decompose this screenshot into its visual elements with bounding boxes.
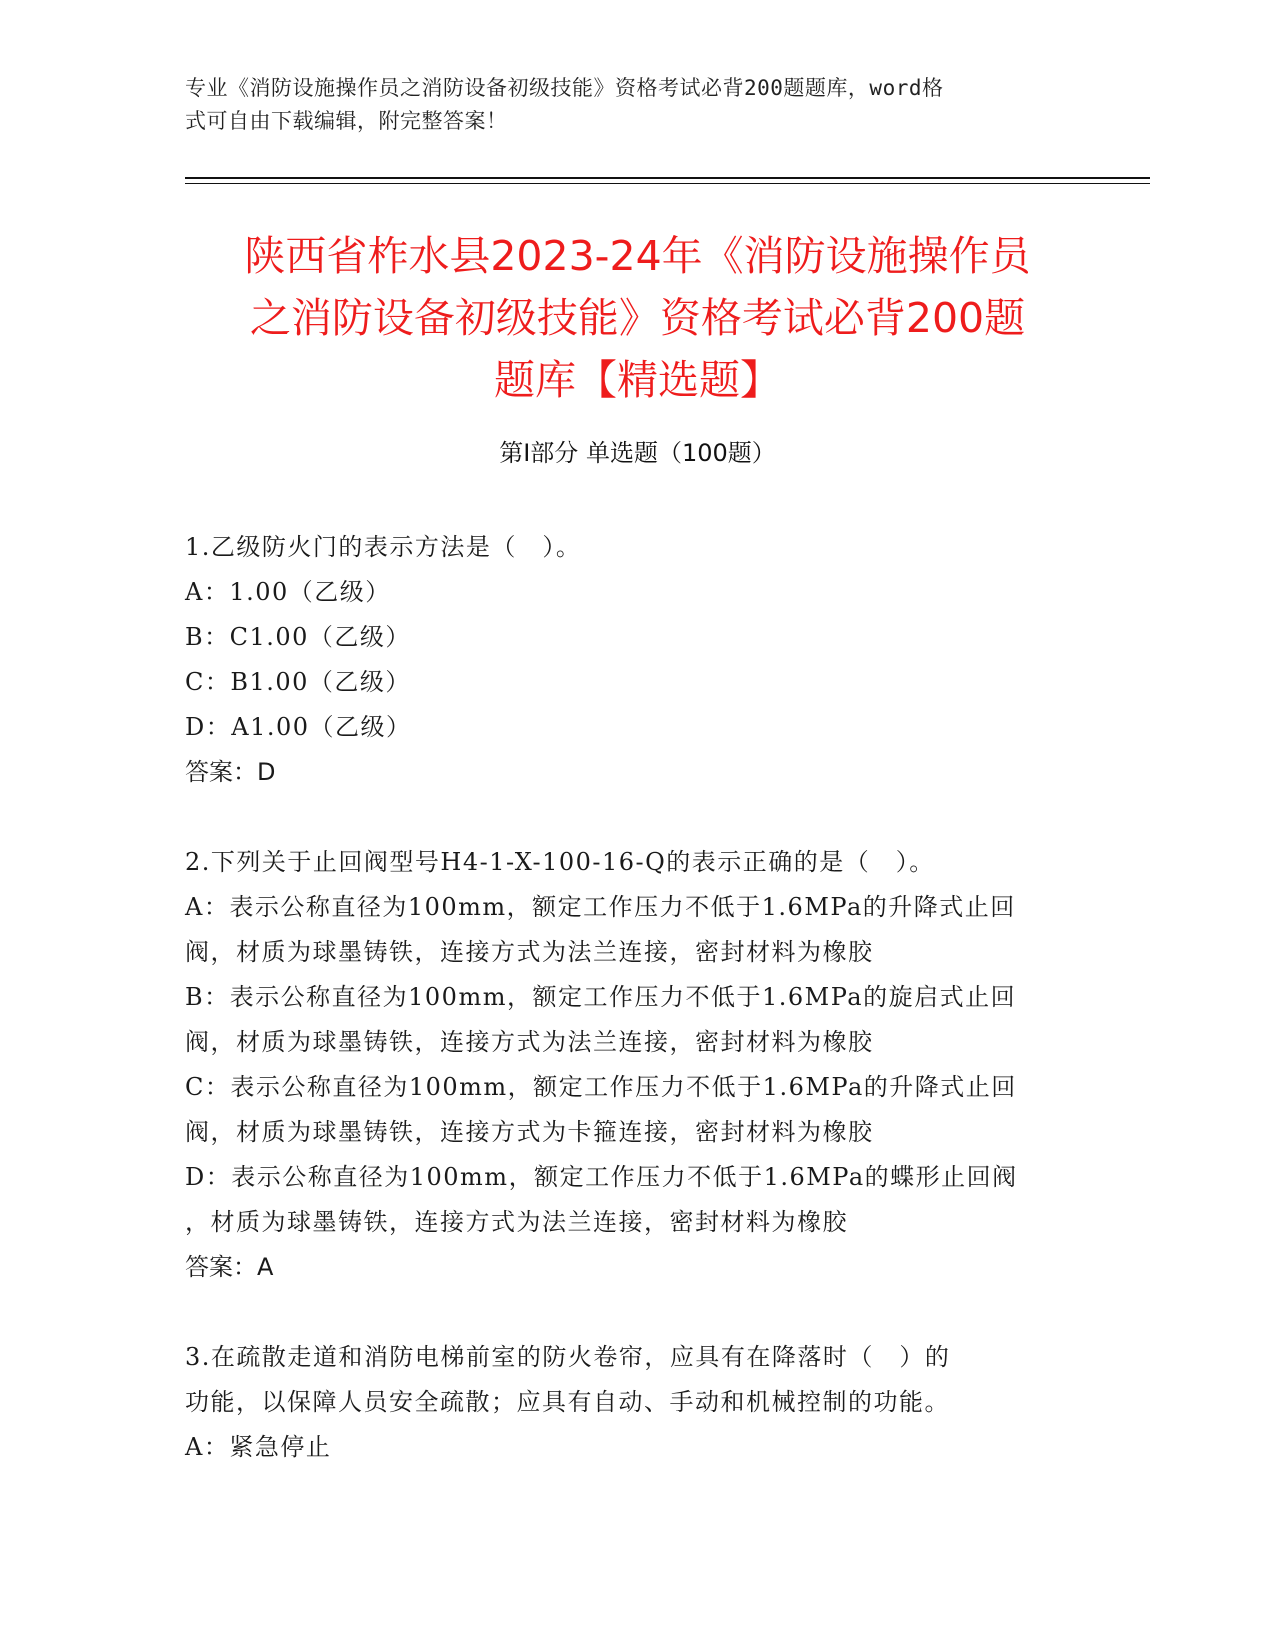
document-title-line-3: 题库【精选题】 <box>494 356 781 404</box>
question-3 <box>185 1335 1065 1470</box>
question-2-option-d: D：表示公称直径为100mm，额定工作压力不低于1.6MPa的蝶形止回阀 <box>185 1163 1018 1191</box>
question-2-option-c: C：表示公称直径为100mm，额定工作压力不低于1.6MPa的升降式止回 <box>185 1073 1017 1101</box>
header-note <box>185 72 1065 138</box>
question-3-option-a: A：紧急停止 <box>185 1433 332 1461</box>
question-2-option-b: B：表示公称直径为100mm，额定工作压力不低于1.6MPa的旋启式止回 <box>185 983 1017 1011</box>
question-1-answer: 答案：D <box>185 758 276 786</box>
question-2-stem: 2.下列关于止回阀型号H4-1-X-100-16-Q的表示正确的是（ ）。 <box>185 848 935 876</box>
header-divider-thin <box>185 183 1150 184</box>
question-2-option-c-cont: 阀，材质为球墨铸铁，连接方式为卡箍连接，密封材料为橡胶 <box>185 1118 874 1146</box>
question-2 <box>185 840 1065 1290</box>
header-divider-thick <box>185 177 1150 179</box>
question-2-answer: 答案：A <box>185 1253 274 1281</box>
question-1-stem: 1.乙级防火门的表示方法是（ ）。 <box>185 533 582 561</box>
question-1-option-d: D：A1.00（乙级） <box>185 713 412 741</box>
question-2-option-a: A：表示公称直径为100mm，额定工作压力不低于1.6MPa的升降式止回 <box>185 893 1016 921</box>
question-2-option-d-cont: ，材质为球墨铸铁，连接方式为法兰连接，密封材料为橡胶 <box>185 1208 848 1236</box>
question-list <box>185 525 1065 1515</box>
question-1 <box>185 525 1065 795</box>
section-title: 第I部分 单选题（100题） <box>499 439 776 467</box>
question-1-option-c: C：B1.00（乙级） <box>185 668 411 696</box>
question-3-stem: 3.在疏散走道和消防电梯前室的防火卷帘，应具有在降落时（ ）的 <box>185 1343 951 1371</box>
question-3-stem-cont: 功能，以保障人员安全疏散；应具有自动、手动和机械控制的功能。 <box>185 1388 950 1416</box>
question-2-option-b-cont: 阀，材质为球墨铸铁，连接方式为法兰连接，密封材料为橡胶 <box>185 1028 874 1056</box>
question-2-option-a-cont: 阀，材质为球墨铸铁，连接方式为法兰连接，密封材料为橡胶 <box>185 938 874 966</box>
question-1-option-a: A：1.00（乙级） <box>185 578 391 606</box>
header-note-line-2: 式可自由下载编辑，附完整答案！ <box>185 109 508 133</box>
document-title <box>185 225 1090 411</box>
document-title-line-2: 之消防设备初级技能》资格考试必背200题 <box>249 294 1026 342</box>
header-note-line-1: 专业《消防设施操作员之消防设备初级技能》资格考试必背200题题库，word格 <box>185 76 944 100</box>
document-title-line-1: 陕西省柞水县2023-24年《消防设施操作员 <box>244 232 1031 280</box>
question-1-option-b: B：C1.00（乙级） <box>185 623 411 651</box>
